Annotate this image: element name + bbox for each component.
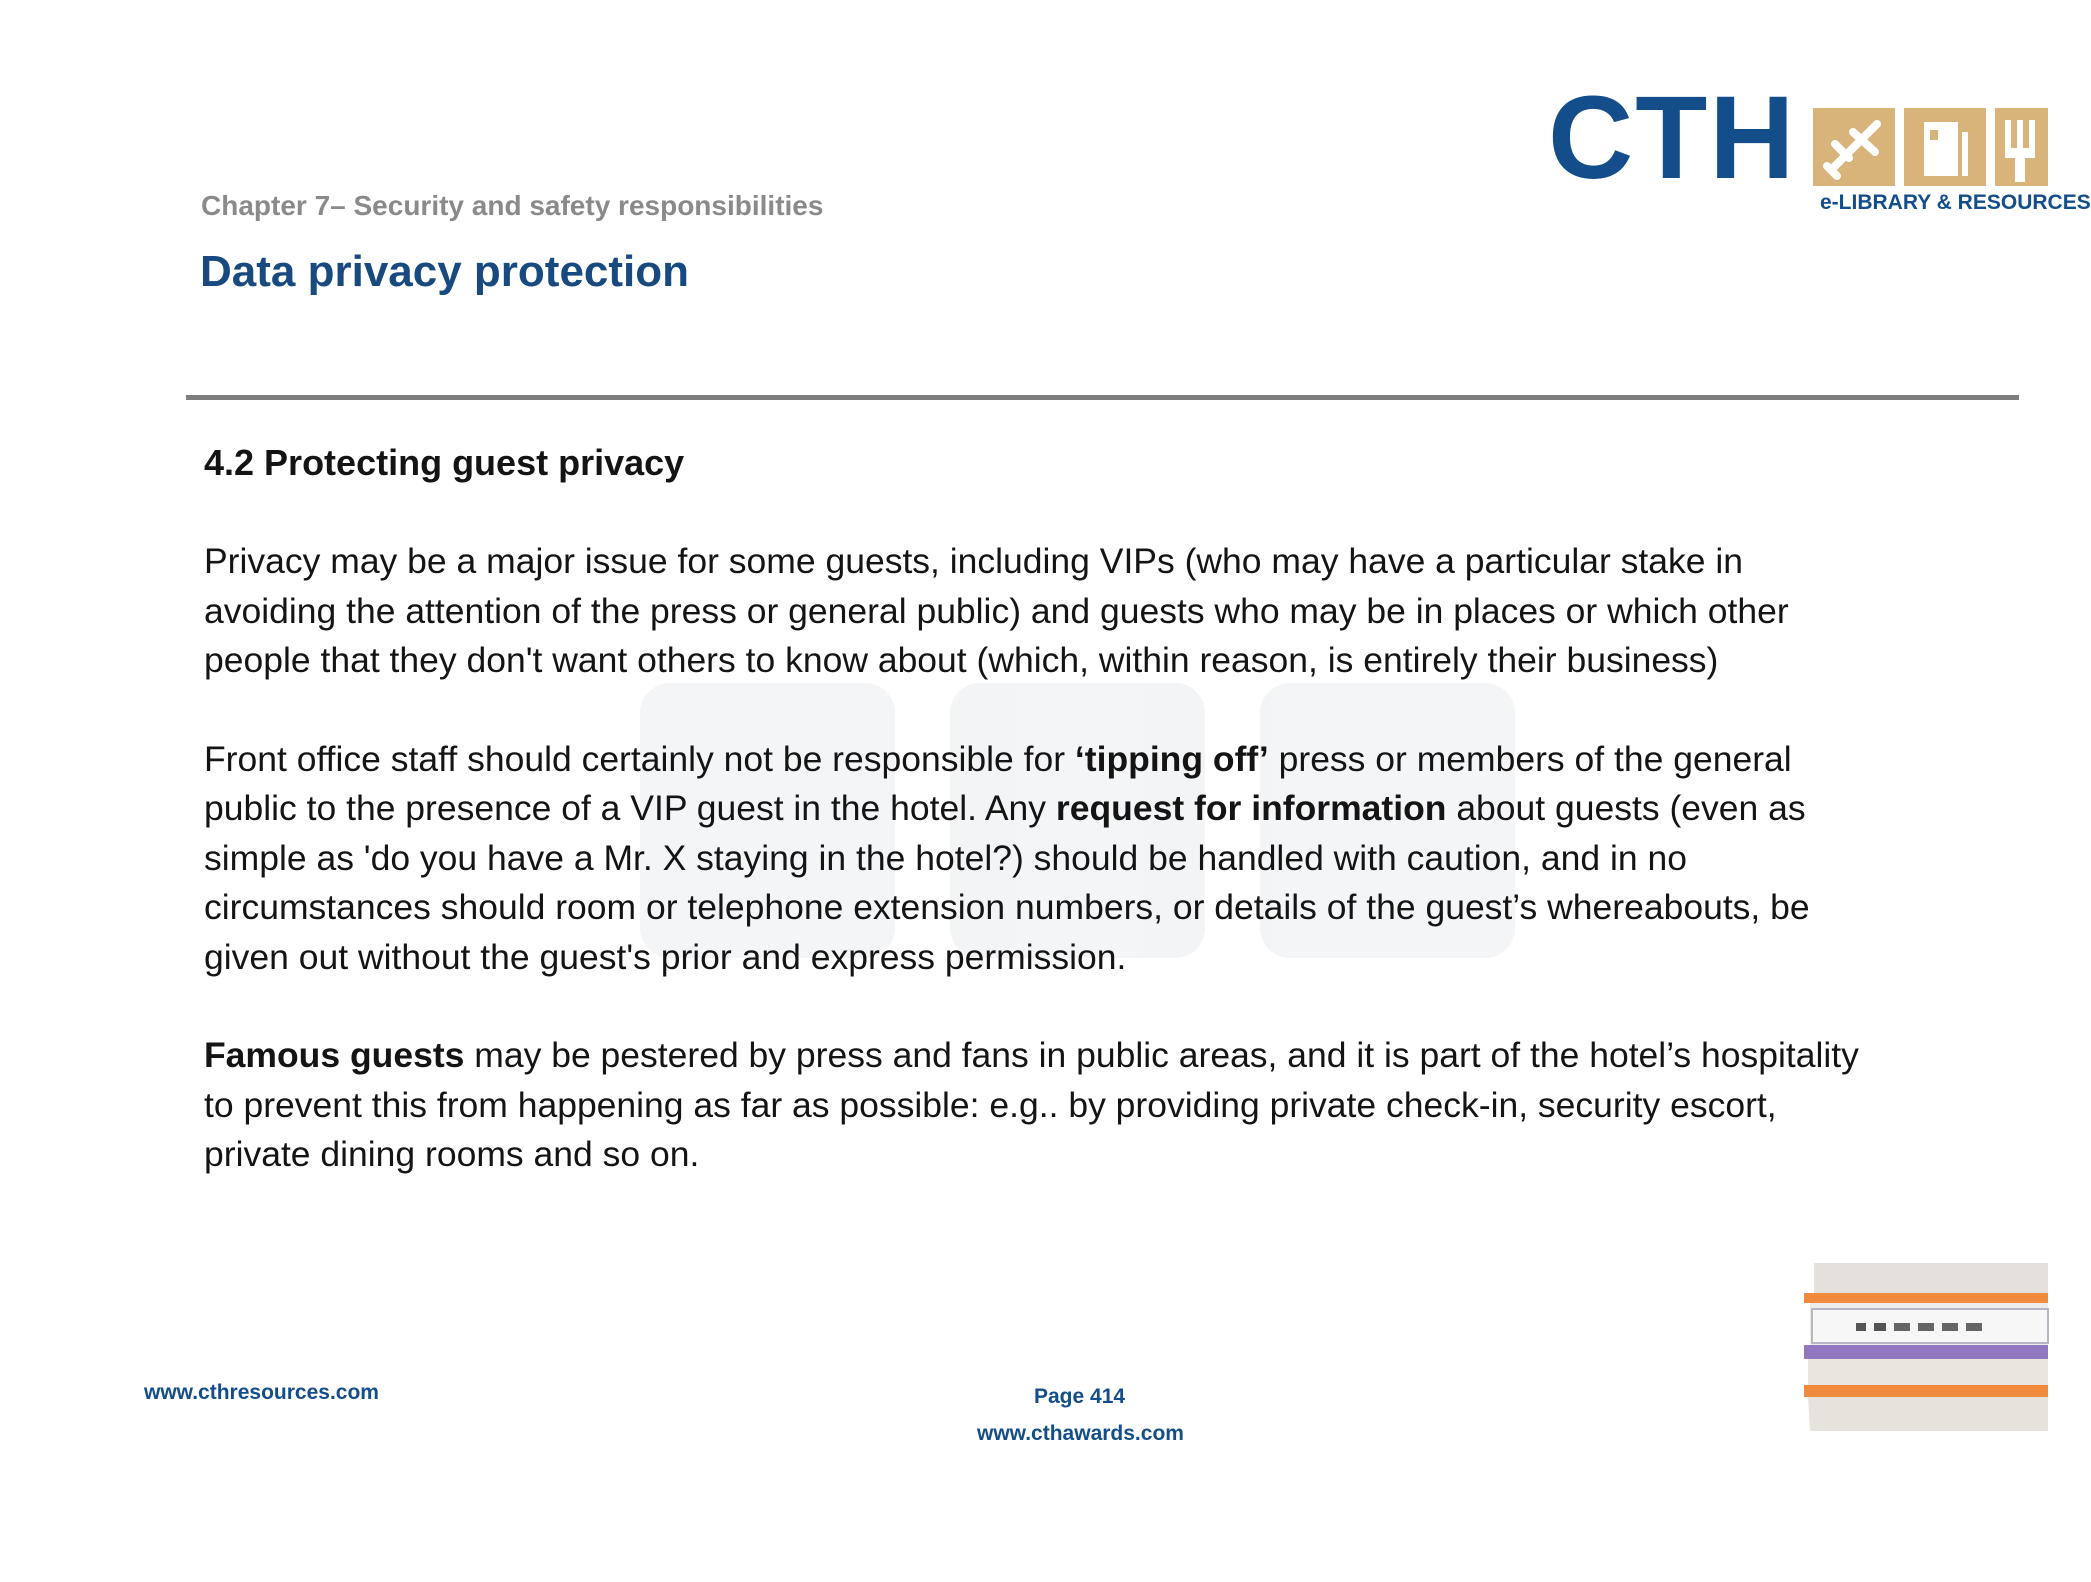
paragraph-line: given out without the guest's prior and express permission. [204,936,1127,977]
cth-logo [1548,72,2091,220]
hotel-door-icon [1904,108,1986,186]
paragraph-line: public to the presence of a VIP guest in the hotel. Any request for information about guests (even as [204,788,1806,828]
paragraph-line: avoiding the attention of the press or general public) and guests who may be in places or which other [204,590,1789,631]
header-divider [186,395,2019,400]
paragraph-line: circumstances should room or telephone extension numbers, or details of the guest’s whereabouts, be [204,887,1810,927]
paragraph-3 [204,1031,2004,1180]
paragraph-line: Famous guests may be pestered by press and fans in public areas, and it is part of the hotel’s hospitality [204,1035,1859,1075]
paragraph-line: to prevent this from happening as far as possible: e.g.. by providing private check-in, security escort, [204,1084,1777,1125]
main-content [204,438,2004,1180]
page-title: Data privacy protection [200,247,690,296]
footer-resources-link[interactable]: www.cthresources.com [144,1381,379,1404]
paragraph-line: simple as 'do you have a Mr. X staying in the hotel?) should be handled with caution, and in no [204,837,1687,878]
books-image [1804,1263,2048,1431]
logo-text: CTH [1548,72,1797,204]
emphasis-tipping-off: ‘tipping off’ [1074,738,1269,779]
airplane-icon [1813,108,1895,186]
paragraph-2 [204,735,2004,983]
chapter-label: Chapter 7– Security and safety responsibilities [201,190,824,221]
emphasis-request-for-information: request for information [1055,788,1447,828]
page-number: Page 414 [1034,1385,1126,1408]
paragraph-line: Privacy may be a major issue for some guests, including VIPs (who may have a particular stake in [204,541,1743,581]
paragraph-line: Front office staff should certainly not be responsible for ‘tipping off’ press or members of the general [204,738,1792,779]
logo-subtext: e-LIBRARY & RESOURCES [1820,191,2091,214]
paragraph-line: private dining rooms and so on. [204,1134,700,1174]
fork-icon [1995,108,2048,186]
section-heading: 4.2 Protecting guest privacy [204,442,685,483]
footer-awards-link[interactable]: www.cthawards.com [977,1422,1184,1445]
paragraph-line: people that they don't want others to know about (which, within reason, is entirely their business) [204,640,1719,680]
paragraph-1 [204,537,2004,686]
emphasis-famous-guests: Famous guests [204,1035,465,1075]
